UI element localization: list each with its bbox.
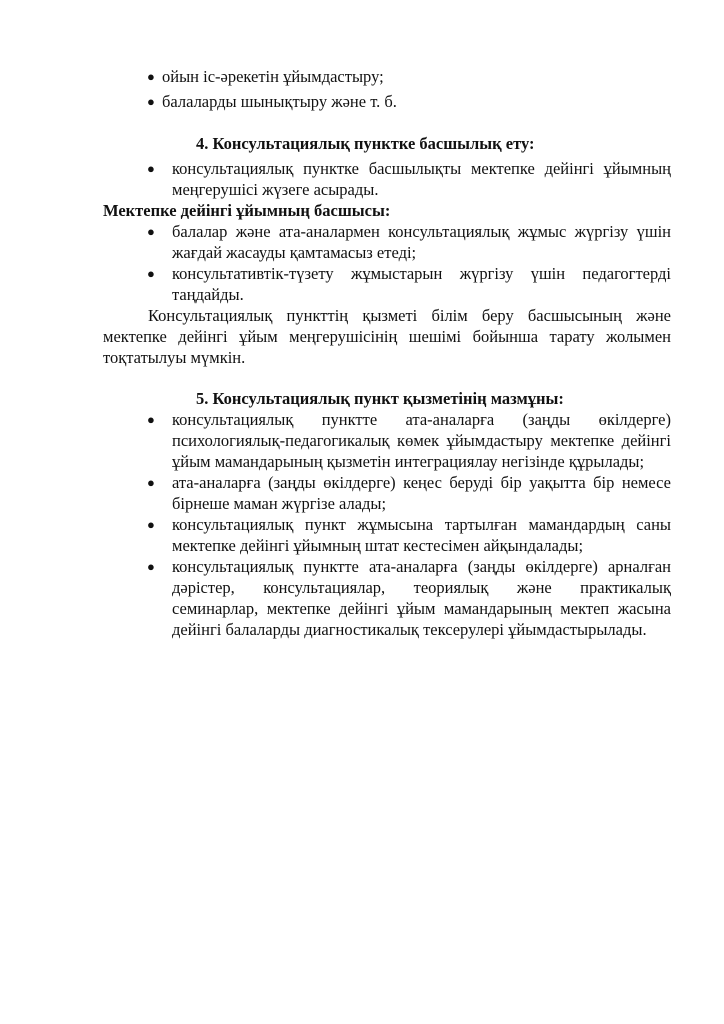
bullet-icon: ● (147, 161, 155, 176)
bullet-icon: ● (147, 517, 155, 532)
section4-subitem-line: консультативтік-түзету жұмыстарын жүргізу үшін педагогтерді (172, 264, 671, 283)
section4-subitem-line: жағдай жасауды қамтамасыз етеді; (172, 243, 417, 262)
bullet-icon: ● (147, 94, 155, 109)
section5-item-line: психологиялық-педагогикалық көмек ұйымдастыру мектепке дейінгі (172, 431, 671, 450)
section5-item-line: бірнеше маман жүргізе алады; (172, 494, 387, 513)
section4-paragraph-line: Консультациялық пункттің қызметі білім беру басшысының және (148, 306, 671, 325)
bullet-icon: ● (147, 475, 155, 490)
intro-item: ойын іс-әрекетін ұйымдастыру; (162, 67, 384, 86)
bullet-icon: ● (147, 559, 155, 574)
section4-item-line: меңгерушісі жүзеге асырады. (172, 180, 379, 199)
section5-item-line: семинарлар, мектепке дейінгі ұйым мамандарының мектеп жасына (172, 599, 671, 618)
bullet-icon: ● (147, 266, 155, 281)
section4-paragraph-line: тоқтатылуы мүмкін. (103, 348, 246, 367)
section5-item-line: консультациялық пункт жұмысына тартылған мамандардың саны (172, 515, 671, 534)
section5-item-line: дәрістер, консультациялар, теориялық және практикалық (172, 578, 671, 597)
section4-subheading: Мектепке дейінгі ұйымның басшысы: (103, 201, 391, 220)
intro-item: балаларды шынықтыру және т. б. (162, 92, 397, 111)
section5-item-line: ата-аналарға (заңды өкілдерге) кеңес беруді бір уақытта бір немесе (172, 473, 671, 492)
bullet-icon: ● (147, 69, 155, 84)
section5-item-line: консультациялық пунктте ата-аналарға (заңды өкілдерге) (172, 410, 671, 429)
section5-item-line: консультациялық пунктте ата-аналарға (заңды өкілдерге) арналған (172, 557, 671, 576)
section5-heading: 5. Консультациялық пункт қызметінің мазмұны: (196, 389, 564, 408)
section4-paragraph-line: мектепке дейінгі ұйым меңгерушісінің шешімі бойынша тарату жолымен (103, 327, 671, 346)
section4-heading: 4. Консультациялық пунктке басшылық ету: (196, 134, 535, 153)
section4-item-line: консультациялық пунктке басшылықты мектепке дейінгі ұйымның (172, 159, 671, 178)
section4-subitem-line: таңдайды. (172, 285, 244, 304)
section5-item-line: дейінгі балаларды диагностикалық тексерулері ұйымдастырылады. (172, 620, 647, 639)
section5-item-line: мектепке дейінгі ұйымның штат кестесімен айқындалады; (172, 536, 584, 555)
bullet-icon: ● (147, 412, 155, 427)
section5-item-line: ұйым мамандарының қызметін интеграциялау негізінде құрылады; (172, 452, 645, 471)
bullet-icon: ● (147, 224, 155, 239)
section4-subitem-line: балалар және ата-аналармен консультациялық жұмыс жүргізу үшін (172, 222, 671, 241)
